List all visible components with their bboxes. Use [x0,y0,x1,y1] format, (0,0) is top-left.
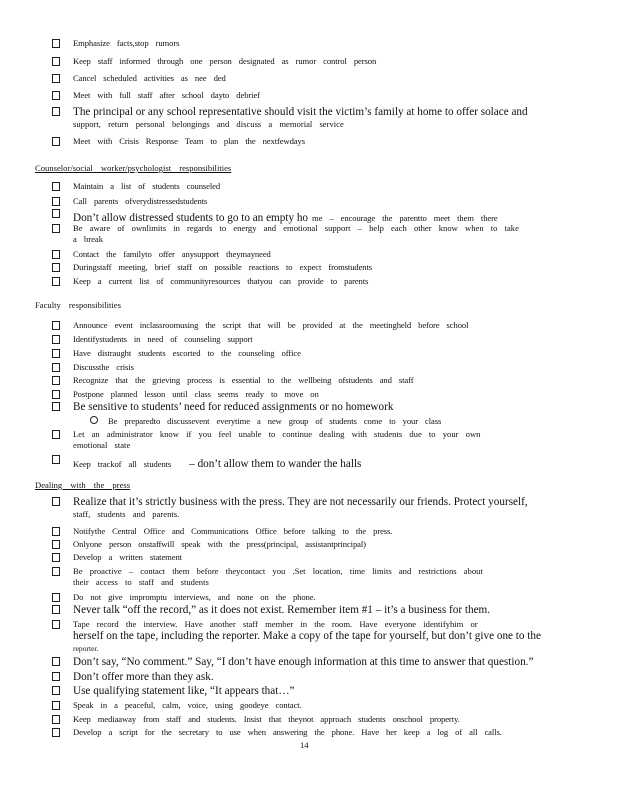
item-text [73,496,582,520]
checkbox-bullet-icon [52,540,60,549]
item-text-line: staff, students and parents. [73,509,180,519]
item-text-line: Be proactive – contact them before theycontact you .Set location, time limits and restrictions about [73,566,483,576]
checkbox-bullet-icon [52,527,60,536]
item-text: Cancel scheduled activities as nee ded [73,73,226,83]
item-text: Be sensitive to students’ need for reduced assignments or no homework [73,401,394,413]
item-text: Use qualifying statement like, “It appears that…” [73,685,295,697]
item-text: Contact the familyto offer anysupport theymayneed [73,249,271,259]
checkbox-bullet-icon [52,57,60,66]
item-text: Maintain a list of students counseled [73,181,221,191]
item-text: Notifythe Central Office and Communications Office before talking to the press. [73,526,393,536]
checkbox-bullet-icon [52,224,60,233]
item-text: Don’t offer more than they ask. [73,671,214,683]
item-text-line: reporter. [73,644,99,653]
checkbox-bullet-icon [52,686,60,695]
checkbox-bullet-icon [52,39,60,48]
checkbox-bullet-icon [52,593,60,602]
checkbox-bullet-icon [52,363,60,372]
item-text-part: Don’t allow distressed students to go to an empty ho [73,212,309,224]
checkbox-bullet-icon [52,209,60,218]
item-text-line: The principal or any school representative should visit the victim’s family at home to offer solace and [73,106,528,118]
item-text-line: Be aware of ownlimits in regards to energy and emotional support – help each other know when to take [73,223,519,233]
section-heading: Dealing with the press [35,480,131,490]
item-text-line: Realize that it’s strictly business with the press. They are not necessarily our friends. Protect yourself, [73,496,528,508]
checkbox-bullet-icon [52,376,60,385]
item-text: Identifystudents in need of counseling support [73,334,253,344]
item-text: Recognize that the grieving process is essential to the wellbeing ofstudents and staff [73,375,414,385]
circle-bullet-icon [90,416,98,424]
checkbox-bullet-icon [52,335,60,344]
checkbox-bullet-icon [52,620,60,629]
item-text: Onlyone person onstaffwill speak with the press(principal, assistantprincipal) [73,539,366,549]
item-text: Announce event inclassroomusing the script that will be provided at the meetingheld before school [73,320,469,330]
item-text [73,619,582,654]
checkbox-bullet-icon [52,715,60,724]
checkbox-bullet-icon [52,74,60,83]
item-text: Meet with full staff after school dayto debrief [73,90,260,100]
checkbox-bullet-icon [52,321,60,330]
checkbox-bullet-icon [52,605,60,614]
item-text-part: me – encourage the parentto meet them there [312,213,498,223]
item-text: Duringstaff meeting, brief staff on possible reactions to expect fromstudents [73,262,373,272]
item-text [73,566,582,588]
checkbox-bullet-icon [52,728,60,737]
item-text: Call parents ofverydistressedstudents [73,196,208,206]
item-text-line: herself on the tape, including the reporter. Make a copy of the tape for yourself, but don’t give one to the [73,630,541,642]
item-text: Speak in a peaceful, calm, voice, using goodeye contact. [73,700,302,710]
item-text [73,106,582,130]
checkbox-bullet-icon [52,277,60,286]
item-text: Postpone planned lesson until class seems ready to move on [73,389,319,399]
item-text-line: Let an administrator know if you feel unable to continue dealing with students due to your own [73,429,481,439]
item-text: Have distraught students escorted to the counseling office [73,348,301,358]
item-text: Keep staff informed through one person designated as rumor control person [73,56,377,66]
checkbox-bullet-icon [52,250,60,259]
checkbox-bullet-icon [52,137,60,146]
section-heading: Counselor/social worker/psychologist responsibilities [35,163,232,173]
item-text-line: a break [73,234,104,244]
page-number: 14 [300,740,309,750]
item-text: Discussthe crisis [73,362,134,372]
item-text-line: Tape record the interview. Have another staff member in the room. Have everyone identifyhim or [73,619,478,629]
item-text-line: support, return personal belongings and discuss a memorial service [73,119,344,129]
checkbox-bullet-icon [52,197,60,206]
item-text-part: Keep trackof all students [73,459,172,469]
item-text [73,223,582,245]
checkbox-bullet-icon [52,349,60,358]
checkbox-bullet-icon [52,182,60,191]
item-text: Never talk “off the record,” as it does not exist. Remember item #1 – it’s a business for them. [73,604,491,616]
item-text: Don’t say, “No comment.” Say, “I don’t have enough information at this time to answer that question.” [73,656,534,668]
checkbox-bullet-icon [52,91,60,100]
checkbox-bullet-icon [52,701,60,710]
item-text [73,454,582,472]
checkbox-bullet-icon [52,402,60,411]
item-text: Develop a written statement [73,552,182,562]
item-text: Keep a current list of communityresources thatyou can provide to parents [73,276,369,286]
checkbox-bullet-icon [52,430,60,439]
item-text-line: emotional state [73,440,131,450]
item-text: Emphasize facts,stop rumors [73,38,180,48]
checkbox-bullet-icon [52,263,60,272]
checkbox-bullet-icon [52,390,60,399]
item-text: Develop a script for the secretary to use when answering the phone. Have her keep a log of all calls. [73,727,502,737]
item-text: Meet with Crisis Response Team to plan the nextfewdays [73,136,305,146]
checkbox-bullet-icon [52,672,60,681]
item-text: Keep mediaaway from staff and students. Insist that theynot approach students onschool property. [73,714,460,724]
checkbox-bullet-icon [52,553,60,562]
item-text-part: – don’t allow them to wander the halls [189,458,362,470]
checkbox-bullet-icon [52,455,60,464]
checkbox-bullet-icon [52,657,60,666]
item-text: Be preparedto discussevent everytime a new group of students come to your class [108,416,442,426]
checkbox-bullet-icon [52,497,60,506]
item-text [73,429,582,451]
checkbox-bullet-icon [52,567,60,576]
item-text-line: their access to staff and students [73,577,209,587]
item-text: Do not give impromptu interviews, and none on the phone. [73,592,316,602]
section-heading: Faculty responsibilities [35,300,121,310]
checkbox-bullet-icon [52,107,60,116]
